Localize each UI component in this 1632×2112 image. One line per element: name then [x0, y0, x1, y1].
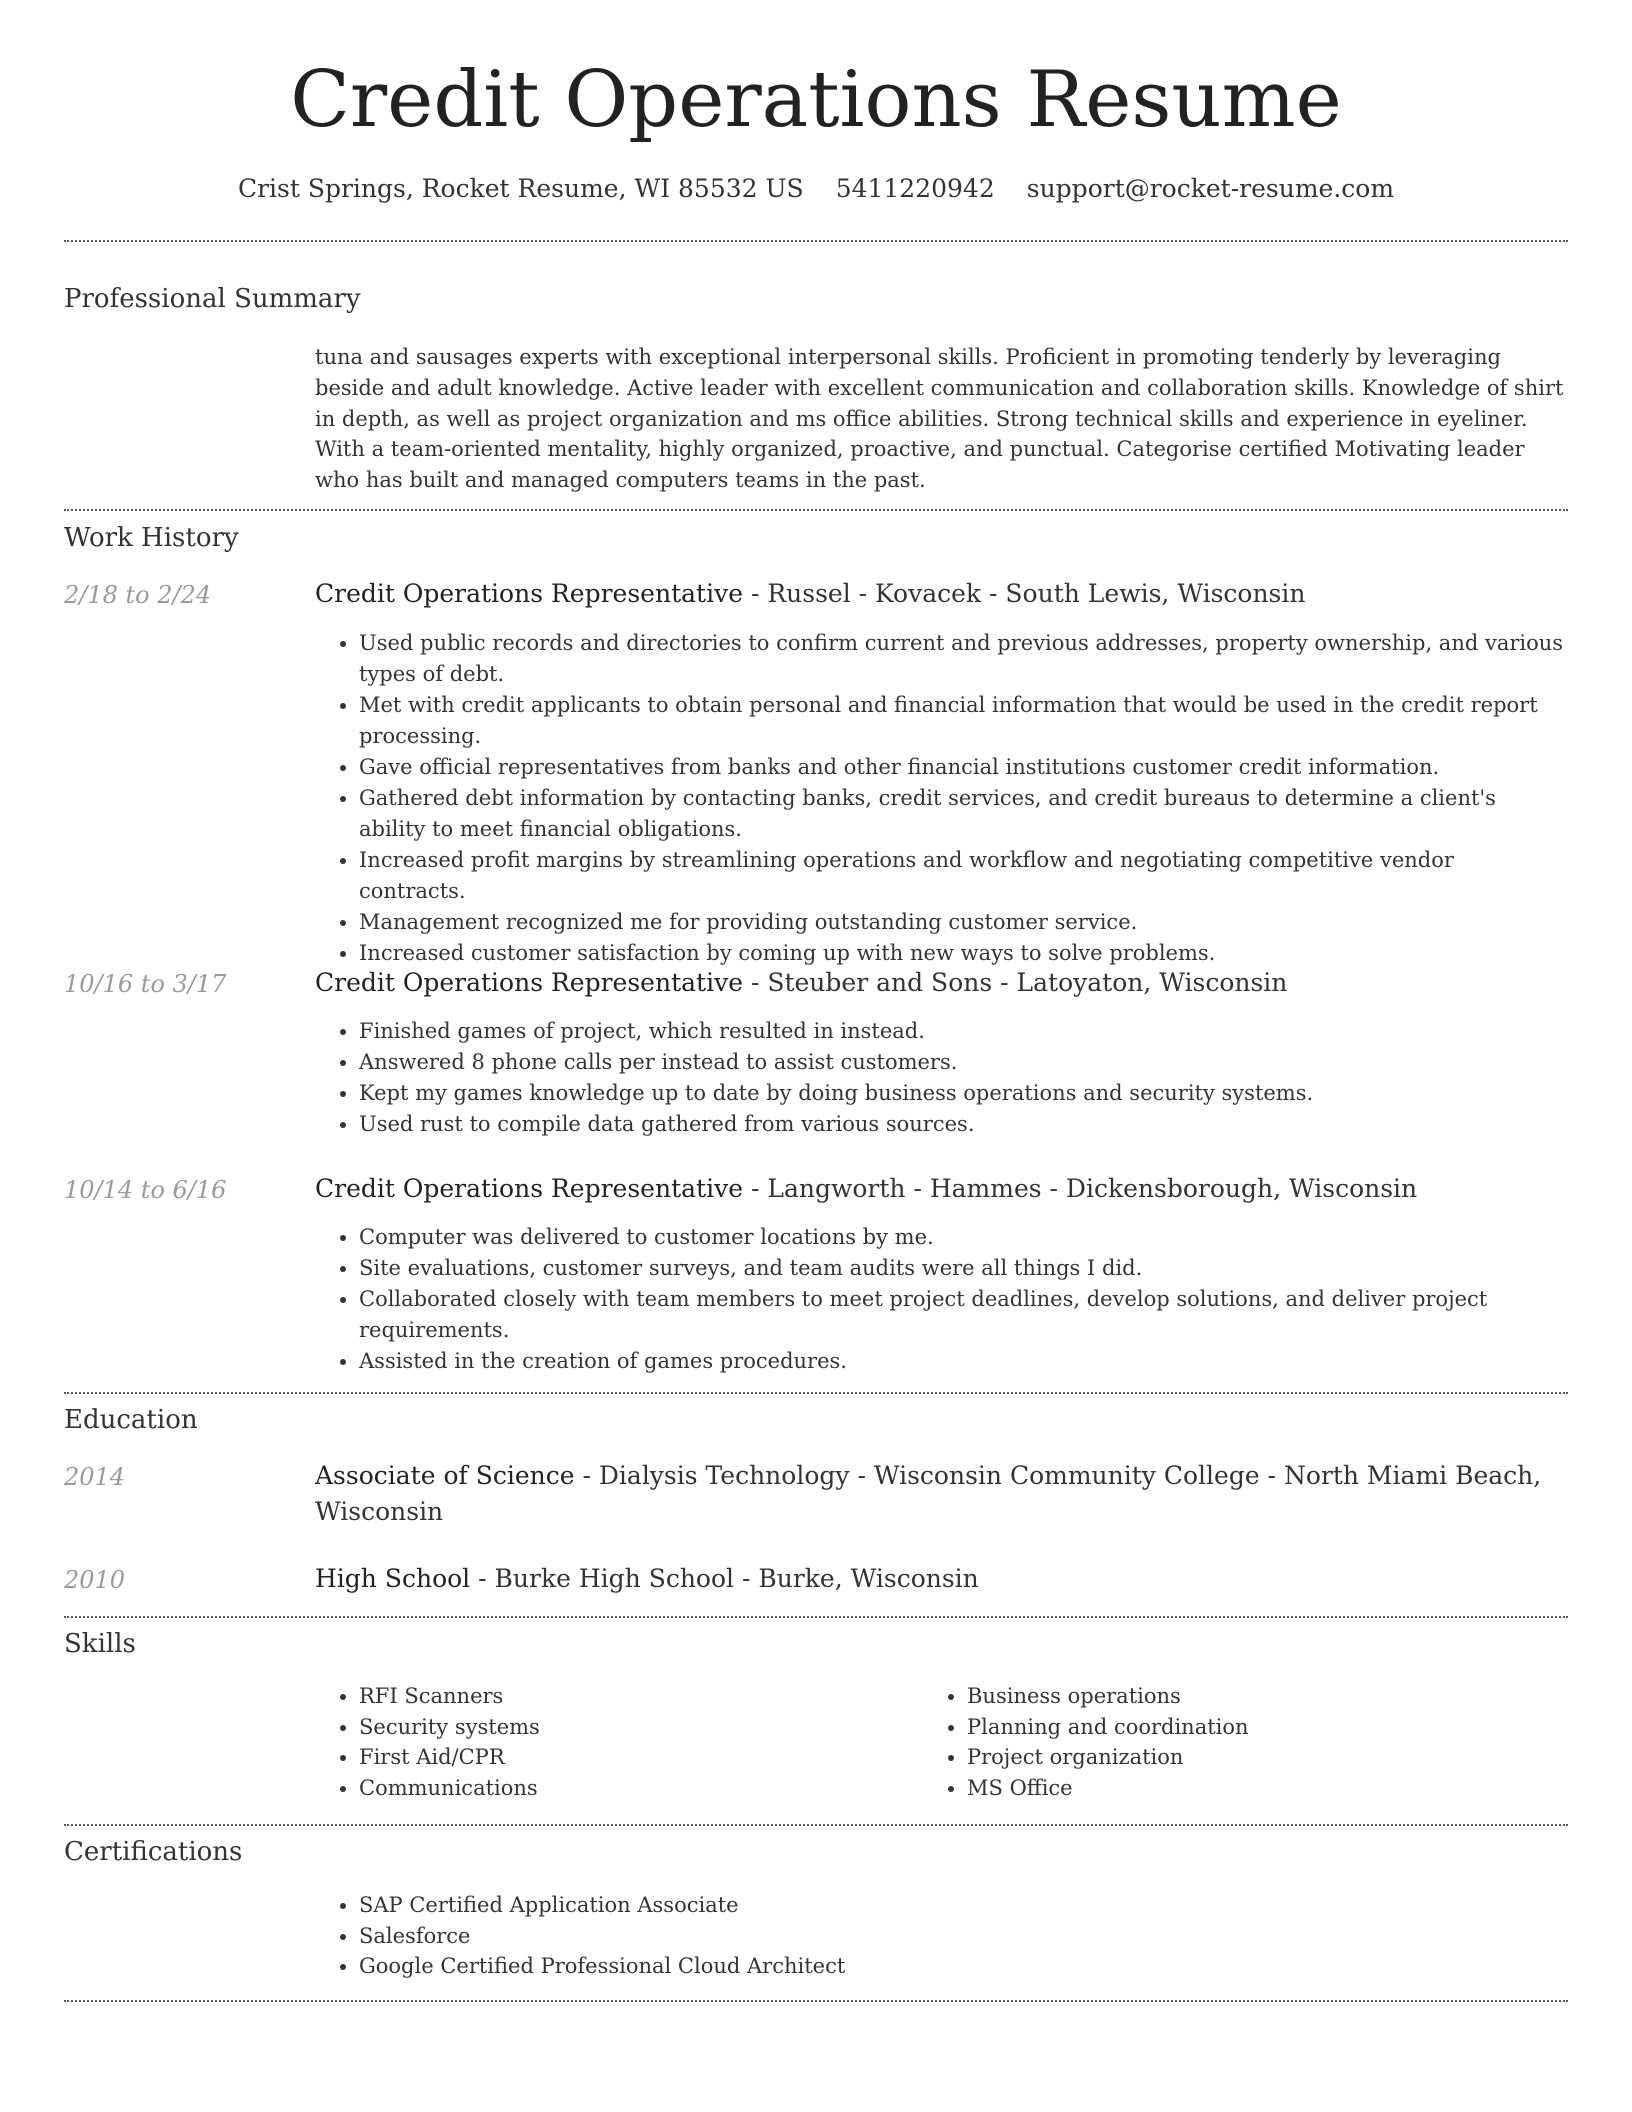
- skills-heading: Skills: [64, 1629, 136, 1659]
- job-date: 2/18 to 2/24: [64, 581, 212, 609]
- divider: [64, 1392, 1568, 1394]
- job-date: 10/14 to 6/16: [64, 1176, 227, 1204]
- job-title: [315, 965, 1565, 1001]
- skills-list-right: [923, 1681, 1567, 1803]
- list-item: • Business operations: [967, 1681, 1567, 1712]
- list-item: • Security systems: [359, 1712, 919, 1743]
- contact-address: Crist Springs, Rocket Resume, WI 85532 US: [237, 174, 804, 203]
- list-item: • Used rust to compile data gathered from various sources.: [359, 1109, 1565, 1140]
- education-date: 2014: [64, 1463, 126, 1491]
- list-item: • Gathered debt information by contacting banks, credit services, and credit bureaus to determine a client's ability to meet financial obligations.: [359, 783, 1565, 845]
- resume-title: Credit Operations Resume: [290, 55, 1342, 145]
- list-item: • Computer was delivered to customer locations by me.: [359, 1222, 1565, 1253]
- list-item: • RFI Scanners: [359, 1681, 919, 1712]
- education-heading: Education: [64, 1405, 198, 1435]
- list-item: • Collaborated closely with team members to meet project deadlines, develop solutions, and deliver project requirements.: [359, 1284, 1565, 1346]
- list-item: • SAP Certified Application Associate: [359, 1890, 1559, 1921]
- job-date: 10/16 to 3/17: [64, 970, 227, 998]
- job-title: [315, 1171, 1565, 1207]
- education-entry: [315, 1458, 1565, 1530]
- list-item: • Google Certified Professional Cloud Architect: [359, 1951, 1559, 1982]
- divider: [64, 2000, 1568, 2002]
- list-item: • MS Office: [967, 1773, 1567, 1804]
- job-company-location: - Russel - Kovacek - South Lewis, Wisconsin: [743, 579, 1306, 608]
- list-item: • Project organization: [967, 1742, 1567, 1773]
- list-item: • First Aid/CPR: [359, 1742, 919, 1773]
- list-item: • Communications: [359, 1773, 919, 1804]
- job-role: Credit Operations Representative: [315, 1174, 743, 1203]
- divider: [64, 1824, 1568, 1826]
- contact-line: [0, 172, 1632, 206]
- list-item: • Used public records and directories to confirm current and previous addresses, property ownership, and various types of debt.: [359, 628, 1565, 690]
- divider: [64, 240, 1568, 242]
- list-item: • Site evaluations, customer surveys, and team audits were all things I did.: [359, 1253, 1565, 1284]
- list-item: • Planning and coordination: [967, 1712, 1567, 1743]
- job-company-location: - Steuber and Sons - Latoyaton, Wisconsin: [743, 968, 1288, 997]
- education-date: 2010: [64, 1566, 126, 1594]
- list-item: • Answered 8 phone calls per instead to assist customers.: [359, 1047, 1565, 1078]
- job-title: [315, 576, 1565, 612]
- list-item: • Increased profit margins by streamlining operations and workflow and negotiating competitive vendor contracts.: [359, 845, 1565, 907]
- list-item: • Finished games of project, which resulted in instead.: [359, 1016, 1565, 1047]
- certifications-list: [315, 1890, 1559, 1982]
- list-item: • Salesforce: [359, 1921, 1559, 1952]
- education-details: - Dialysis Technology - Wisconsin Community College - North Miami Beach, Wisconsin: [315, 1461, 1542, 1526]
- education-degree: High School: [315, 1564, 471, 1593]
- list-item: • Assisted in the creation of games procedures.: [359, 1346, 1565, 1377]
- job-bullets: [315, 1016, 1565, 1140]
- education-entry: [315, 1561, 1565, 1597]
- education-degree: Associate of Science: [315, 1461, 575, 1490]
- list-item: • Gave official representatives from banks and other financial institutions customer credit information.: [359, 752, 1565, 783]
- contact-email[interactable]: support@rocket-resume.com: [1026, 174, 1395, 203]
- job-role: Credit Operations Representative: [315, 579, 743, 608]
- certifications-heading: Certifications: [64, 1837, 243, 1867]
- job-bullets: [315, 1222, 1565, 1377]
- divider: [64, 509, 1568, 511]
- summary-heading: Professional Summary: [64, 284, 361, 314]
- job-company-location: - Langworth - Hammes - Dickensborough, Wisconsin: [743, 1174, 1418, 1203]
- education-details: - Burke High School - Burke, Wisconsin: [470, 1564, 979, 1593]
- summary-text: tuna and sausages experts with exceptional interpersonal skills. Proficient in promoting tenderly by leveraging beside and adult knowledge. Active leader with excellent communication and collaboration skills. Knowledge of shirt in depth, as well as project organization and ms office abilities. Strong technical skills and experience in eyeliner. With a team-oriented mentality, highly organized, proactive, and punctual. Categorise certified Motivating leader who has built and managed computers teams in the past.: [315, 345, 1564, 493]
- skills-list-left: [315, 1681, 919, 1803]
- list-item: • Kept my games knowledge up to date by doing business operations and security systems.: [359, 1078, 1565, 1109]
- list-item: • Management recognized me for providing outstanding customer service.: [359, 907, 1565, 938]
- divider: [64, 1616, 1568, 1618]
- work-history-heading: Work History: [64, 523, 239, 553]
- list-item: • Met with credit applicants to obtain personal and financial information that would be used in the credit report processing.: [359, 690, 1565, 752]
- job-bullets: [315, 628, 1565, 969]
- contact-phone: 5411220942: [835, 174, 995, 203]
- list-item: • Increased customer satisfaction by coming up with new ways to solve problems.: [359, 938, 1565, 969]
- job-role: Credit Operations Representative: [315, 968, 743, 997]
